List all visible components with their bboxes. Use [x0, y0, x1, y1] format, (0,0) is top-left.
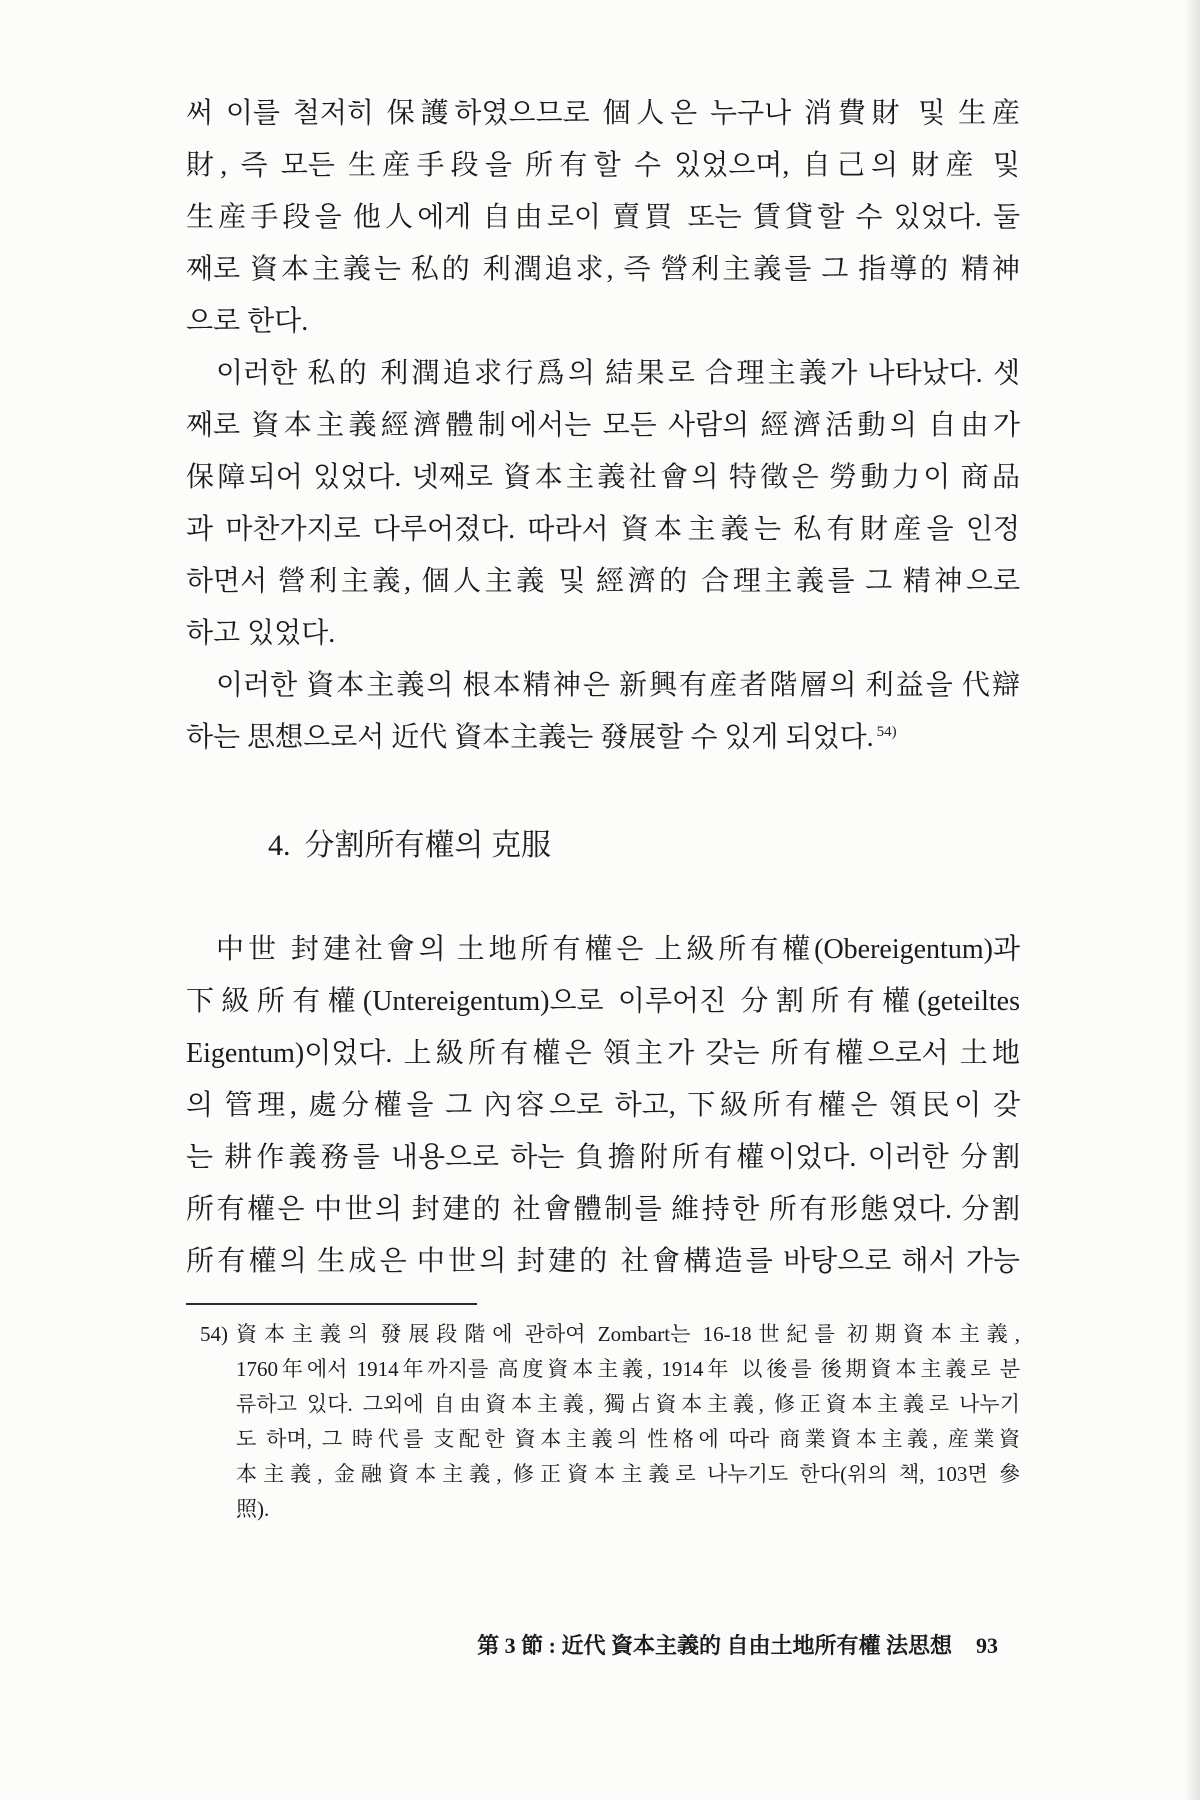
section-title: 分割所有權의 克服	[304, 829, 551, 862]
body-line: 과 마찬가지로 다루어졌다. 따라서 資本主義는 私有財産을 인정	[186, 514, 1020, 545]
page-footer	[477, 1628, 998, 1664]
footnote-line: 本主義, 金融資本主義, 修正資本主義로 나누기도 한다(위의 책, 103면 參	[236, 1462, 1020, 1486]
body-line: 財, 즉 모든 生産手段을 所有할 수 있었으며, 自己의 財産 및	[186, 150, 1020, 181]
footnote-number: 54)	[200, 1322, 228, 1346]
footnote-ref[interactable]: 54)	[876, 723, 897, 740]
body-text-section-1	[186, 88, 1020, 764]
body-line-with-footnote	[186, 712, 1020, 764]
footnote-line: 照).	[236, 1497, 270, 1521]
body-line: 所有權은 中世의 封建的 社會體制를 維持한 所有形態였다. 分割	[186, 1194, 1020, 1225]
body-line: 하고 있었다.	[186, 618, 336, 649]
body-line-text: 하는 思想으로서 近代 資本主義는 發展할 수 있게 되었다.	[186, 722, 874, 753]
body-line: 中世 封建社會의 土地所有權은 上級所有權(Obereigentum)과	[216, 934, 1020, 965]
body-line: 이러한 私的 利潤追求行爲의 結果로 合理主義가 나타났다. 셋	[216, 358, 1020, 389]
body-line: 써 이를 철저히 保護하였으므로 個人은 누구나 消費財 및 生産	[186, 98, 1020, 129]
footnote-line: 류하고 있다. 그외에 自由資本主義, 獨占資本主義, 修正資本主義로 나누기	[236, 1392, 1020, 1416]
footnote-line: 1760年에서 1914年까지를 高度資本主義, 1914年 以後를 後期資本主義로 분	[236, 1357, 1020, 1381]
section-heading	[268, 820, 551, 872]
running-head: 第 3 節 : 近代 資本主義的 自由土地所有權 法思想	[477, 1633, 952, 1658]
body-line: 의 管理, 處分權을 그 內容으로 하고, 下級所有權은 領民이 갖	[186, 1090, 1020, 1121]
footnote-line: 도 하며, 그 時代를 支配한 資本主義의 性格에 따라 商業資本主義, 産業資	[236, 1427, 1020, 1451]
body-line: 째로 資本主義經濟體制에서는 모든 사람의 經濟活動의 自由가	[186, 410, 1020, 441]
body-line: Eigentum)이었다. 上級所有權은 領主가 갖는 所有權으로서 土地	[186, 1038, 1020, 1069]
body-line: 生産手段을 他人에게 自由로이 賣買 또는 賃貸할 수 있었다. 둘	[186, 202, 1020, 233]
body-line: 는 耕作義務를 내용으로 하는 負擔附所有權이었다. 이러한 分割	[186, 1142, 1020, 1173]
body-line: 下級所有權(Untereigentum)으로 이루어진 分割所有權(geteiltes	[186, 986, 1020, 1017]
body-line: 所有權의 生成은 中世의 封建的 社會構造를 바탕으로 해서 가능	[186, 1246, 1020, 1277]
footnote	[236, 1317, 1020, 1527]
body-line: 이러한 資本主義의 根本精神은 新興有産者階層의 利益을 代辯	[216, 670, 1020, 701]
section-number: 4.	[268, 829, 291, 862]
footnote-rule	[186, 1303, 477, 1305]
body-line: 保障되어 있었다. 넷째로 資本主義社會의 特徵은 勞動力이 商品	[186, 462, 1020, 493]
body-line: 째로 資本主義는 私的 利潤追求, 즉 營利主義를 그 指導的 精神	[186, 254, 1020, 285]
body-line: 하면서 營利主義, 個人主義 및 經濟的 合理主義를 그 精神으로	[186, 566, 1020, 597]
page-number: 93	[976, 1633, 998, 1658]
footnote-line: 資本主義의 發展段階에 관하여 Zombart는 16-18世紀를 初期資本主義,	[236, 1322, 1020, 1346]
body-text-section-2	[186, 924, 1020, 1288]
body-line: 으로 한다.	[186, 306, 309, 337]
